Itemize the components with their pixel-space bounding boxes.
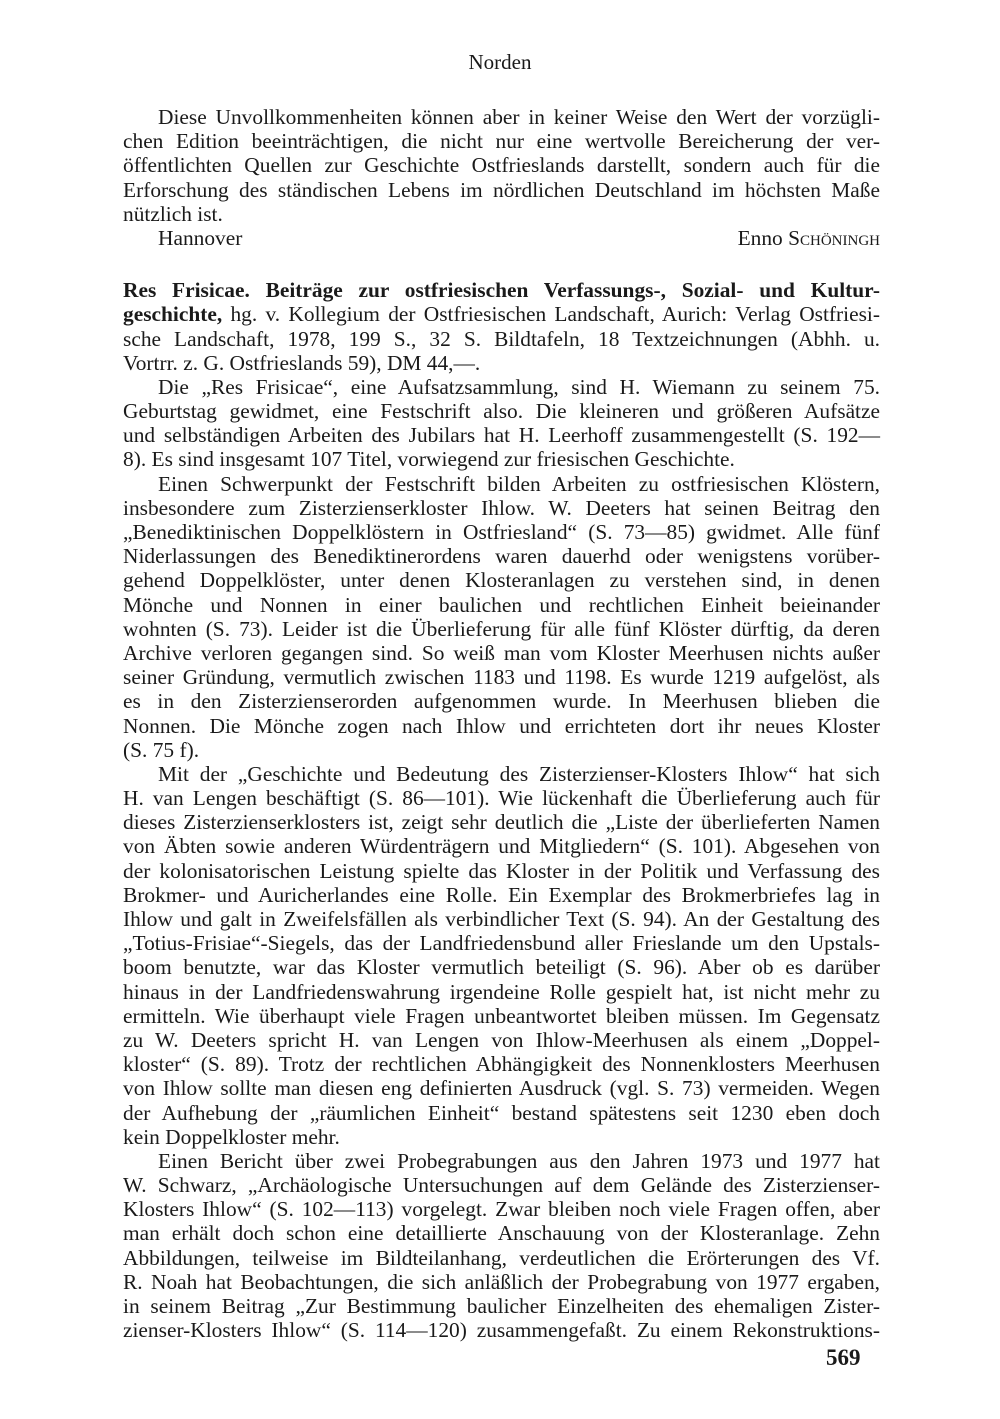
text-line: Nonnen. Die Mönche zogen nach Ihlow und errichteten dort ihr neues Kloster (123, 713, 880, 738)
text-line: Mit der „Geschichte und Bedeutung des Zisterzienser-Klosters Ihlow“ hat sich (158, 761, 880, 786)
text-line: von Ihlow sollte man diesen eng definierten Ausdruck (vgl. S. 73) vermeiden. Wegen (123, 1076, 880, 1101)
running-header: Norden (468, 50, 532, 74)
text-line: von Äbten sowie anderen Würdenträgern und Mitgliedern“ (S. 101). Abgesehen von (123, 834, 880, 859)
text-line: W. Schwarz, „Archäologische Untersuchungen auf dem Gelände des Zisterzienser- (123, 1173, 880, 1198)
text-line: Die „Res Frisicae“, eine Aufsatzsammlung, sind H. Wiemann zu seinem 75. (158, 374, 880, 399)
bibliographic-line: sche Landschaft, 1978, 199 S., 32 S. Bildtafeln, 18 Textzeichnungen (Abhh. u. (123, 326, 880, 351)
paragraph-1 (123, 105, 880, 226)
text-line: dieses Zisterzienserklosters ist, zeigt sehr deutlich die „Liste der überlieferten Namen (123, 810, 880, 835)
text-line: Mönche und Nonnen in einer baulichen und rechtlichen Einheit beieinander (123, 592, 880, 617)
paragraph-3 (123, 472, 880, 762)
section-gap (123, 250, 880, 278)
text-line: Archive verloren gegangen sind. So weiß man vom Kloster Meerhusen nichts außer (123, 640, 880, 665)
signature-author: Enno Schöningh (737, 225, 880, 250)
text-line: es in den Zisterzienserorden aufgenommen wurde. In Meerhusen blieben die (123, 689, 880, 714)
text-line: zienser-Klosters Ihlow“ (S. 114—120) zusammengefaßt. Zu einem Rekonstruktions- (123, 1318, 880, 1343)
paragraph-2 (123, 375, 880, 472)
text-line: Abbildungen, teilweise im Bildteilanhang, verdeutlichen die Erörterungen des Vf. (123, 1245, 880, 1270)
text-line: hinaus in der Landfriedenswahrung irgendeine Rolle gespielt hat, ist nicht mehr zu (123, 979, 880, 1004)
text-line: gehend Doppelklöster, unter denen Klosteranlagen zu verstehen sind, in denen (123, 568, 880, 593)
text-line: boom benutzte, war das Kloster vermutlich beteiligt (S. 96). Aber ob es darüber (123, 955, 880, 980)
text-line: öffentlichten Quellen zur Geschichte Ostfrieslands darstellt, sondern auch für die (123, 153, 880, 178)
text-line: und selbständigen Arbeiten des Jubilars hat H. Leerhoff zusammengestellt (S. 192— (123, 423, 880, 448)
text-line: der kolonisatorischen Leistung spielte das Kloster in der Politik und Verfassung des (123, 858, 880, 883)
text-line: R. Noah hat Beobachtungen, die sich anläßlich der Probegrabung von 1977 ergaben, (123, 1269, 880, 1294)
review-title-line: Res Frisicae. Beiträge zur ostfriesischen Verfassungs-, Sozial- und Kultur- (123, 278, 880, 303)
text-line: Brokmer- und Auricherlandes eine Rolle. Ein Exemplar des Brokmerbriefes lag in (123, 882, 880, 907)
page-number: 569 (826, 1345, 861, 1370)
text-line: „Totius-Frisiae“-Siegels, das der Landfriedensbund aller Frieslande um den Upstals- (123, 931, 880, 956)
text-line: Niderlassungen des Benediktinerordens waren dauerhd oder wenigstens vorüber- (123, 544, 880, 569)
paragraph-5 (123, 1149, 880, 1343)
review-title-line: geschichte, hg. v. Kollegium der Ostfriesischen Landschaft, Aurich: Verlag Ostfriesi- (123, 302, 880, 327)
text-line: chen Edition beeinträchtigen, die nicht nur eine wertvolle Bereicherung der ver- (123, 129, 880, 154)
text-line: man erhält doch schon eine detaillierte Anschauung von der Klosteranlage. Zehn (123, 1221, 880, 1246)
text-line: Geburtstag gewidmet, eine Festschrift also. Die kleineren und größeren Aufsätze (123, 399, 880, 424)
text-line: kein Doppelkloster mehr. (123, 1124, 340, 1149)
bibliographic-line: Vortrr. z. G. Ostfrieslands 59), DM 44,—. (123, 350, 481, 375)
review-signature (123, 226, 880, 250)
page-body (123, 105, 880, 1342)
signature-place: Hannover (158, 225, 243, 250)
text-line: „Benediktinischen Doppelklöstern in Ostfriesland“ (S. 73—85) gwidmet. Alle fünf (123, 520, 880, 544)
text-line: der Aufhebung der „räumlichen Einheit“ bestand spätestens seit 1230 eben doch (123, 1100, 880, 1125)
text-line: wohnten (S. 73). Leider ist die Überlieferung für alle fünf Klöster dürftig, da deren (123, 616, 880, 641)
text-line: nützlich ist. (123, 201, 223, 226)
review-heading (123, 278, 880, 375)
text-line: Einen Bericht über zwei Probegrabungen aus den Jahren 1973 und 1977 hat (158, 1148, 880, 1173)
text-line: kloster“ (S. 89). Trotz der rechtlichen Abhängigkeit des Nonnenklosters Meerhusen (123, 1052, 880, 1077)
text-line: Einen Schwerpunkt der Festschrift bilden Arbeiten zu ostfriesischen Klöstern, (158, 471, 880, 496)
text-line: Ihlow und galt in Zweifelsfällen als verbindlicher Text (S. 94). An der Gestaltung des (123, 907, 880, 931)
text-line: in seinem Beitrag „Zur Bestimmung baulicher Einzelheiten des ehemaligen Zister- (123, 1294, 880, 1318)
text-line: seiner Gründung, vermutlich zwischen 1183 und 1198. Es wurde 1219 aufgelöst, als (123, 665, 880, 690)
text-line: H. van Lengen beschäftigt (S. 86—101). Wie lückenhaft die Überlieferung auch für (123, 786, 880, 811)
text-line: Diese Unvollkommenheiten können aber in keiner Weise den Wert der vorzügli- (158, 105, 880, 129)
text-line: (S. 75 f). (123, 737, 200, 762)
text-line: 8). Es sind insgesamt 107 Titel, vorwiegend zur friesischen Geschichte. (123, 447, 735, 472)
text-line: insbesondere zum Zisterzienserkloster Ihlow. W. Deeters hat seinen Beitrag den (123, 495, 880, 520)
text-line: Erforschung des ständischen Lebens im nördlichen Deutschland im höchsten Maße (123, 177, 880, 202)
text-line: ermitteln. Wie überhaupt viele Fragen unbeantwortet bleiben müssen. Im Gegensatz (123, 1003, 880, 1028)
text-line: Klosters Ihlow“ (S. 102—113) vorgelegt. Zwar bleiben noch viele Fragen offen, aber (123, 1197, 880, 1222)
paragraph-4 (123, 762, 880, 1149)
text-line: zu W. Deeters spricht H. van Lengen von Ihlow-Meerhusen als einem „Doppel- (123, 1027, 880, 1052)
